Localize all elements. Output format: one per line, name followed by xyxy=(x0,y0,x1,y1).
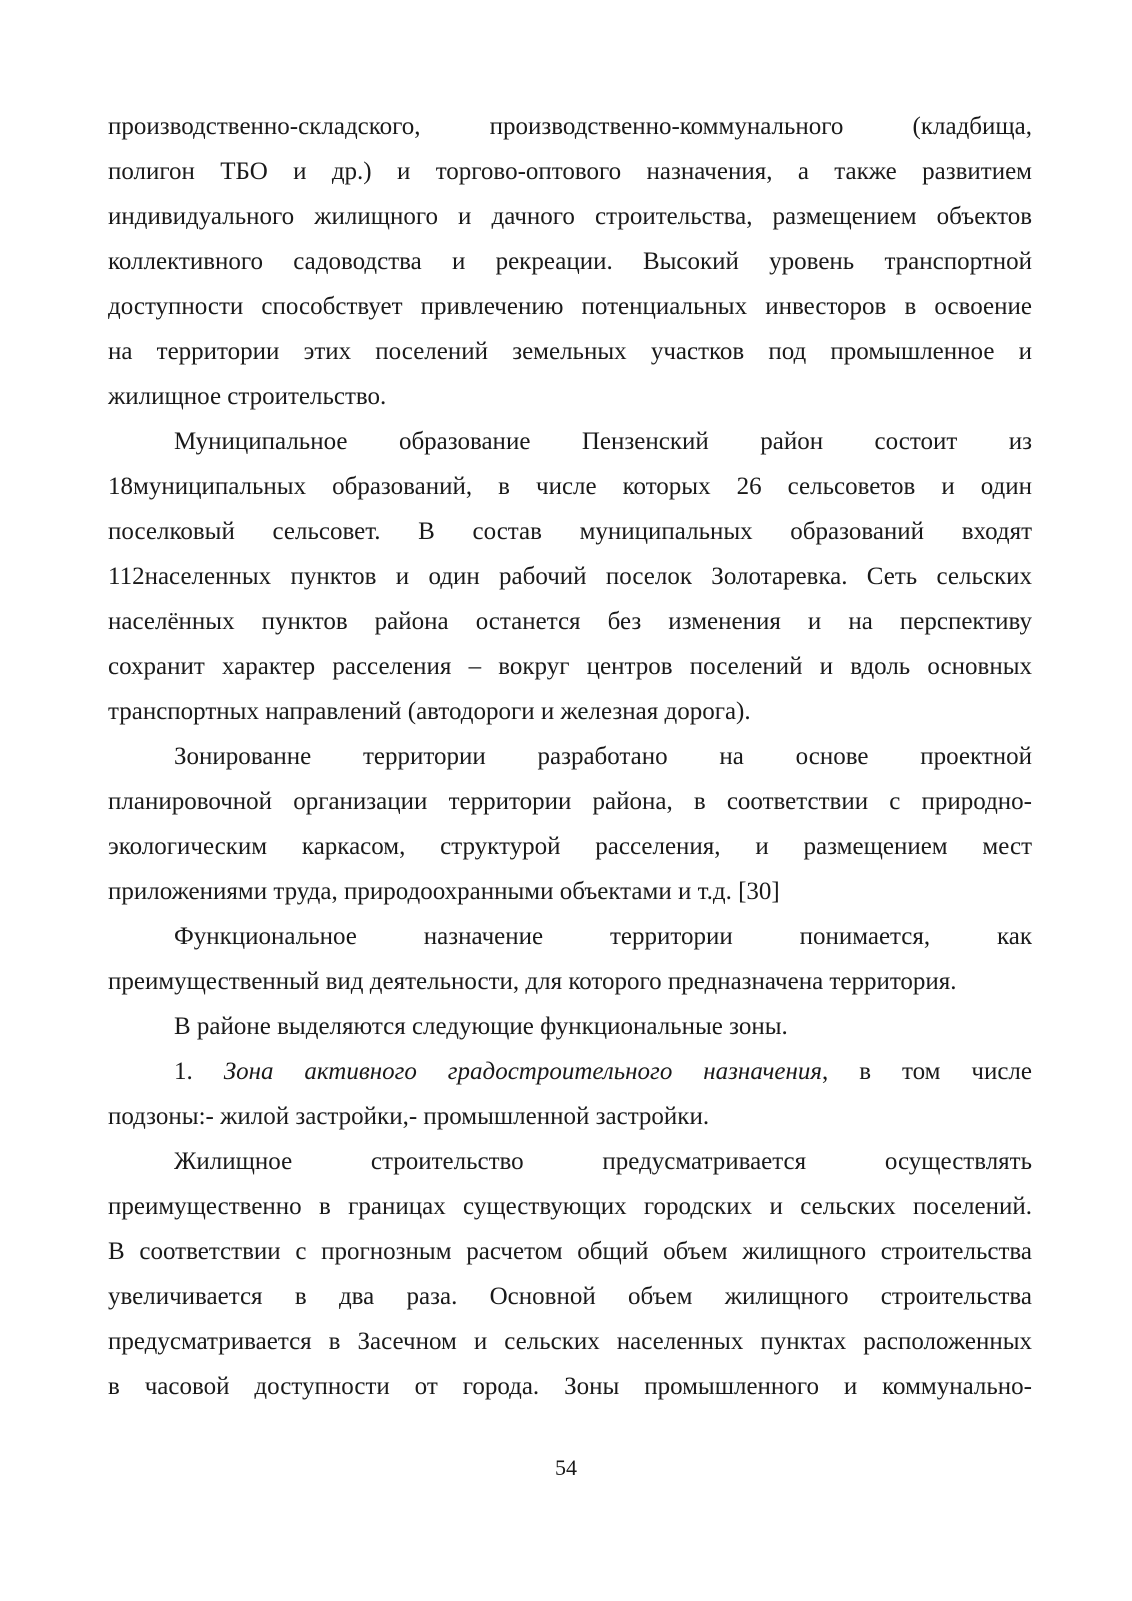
text-line: Муниципальное образование Пензенский район состоит из xyxy=(174,428,1032,455)
text-line: жилищное строительство. xyxy=(108,383,387,410)
text-line: полигон ТБО и др.) и торгово-оптового назначения, а также развитием xyxy=(108,158,1032,185)
text-line: коллективного садоводства и рекреации. Высокий уровень транспортной xyxy=(108,248,1032,275)
zone-item-number: 1. xyxy=(174,1058,193,1085)
text-line: в часовой доступности от города. Зоны промышленного и коммунально- xyxy=(108,1373,1032,1400)
text-line: 18муниципальных образований, в числе которых 26 сельсоветов и один xyxy=(108,473,1032,500)
text-line: преимущественно в границах существующих городских и сельских поселений. xyxy=(108,1193,1032,1220)
zone-item-rest: , в том числе xyxy=(822,1058,1033,1085)
page-number: 54 xyxy=(555,1455,577,1480)
text-line: подзоны:- жилой застройки,- промышленной застройки. xyxy=(108,1103,710,1130)
text-line: на территории этих поселений земельных участков под промышленное и xyxy=(108,338,1032,365)
zone-list-item xyxy=(108,1049,1032,1094)
text-line: планировочной организации территории района, в соответствии с природно- xyxy=(108,788,1032,815)
text-line: увеличивается в два раза. Основной объем жилищного строительства xyxy=(108,1283,1032,1310)
text-line: В районе выделяются следующие функциональные зоны. xyxy=(174,1013,788,1040)
text-line: приложениями труда, природоохранными объектами и т.д. [30] xyxy=(108,878,780,905)
text-line: Жилищное строительство предусматривается осуществлять xyxy=(174,1148,1032,1175)
text-line: В соответствии с прогнозным расчетом общий объем жилищного строительства xyxy=(108,1238,1032,1265)
text-line: индивидуального жилищного и дачного строительства, размещением объектов xyxy=(108,203,1032,230)
text-line: Зонированне территории разработано на основе проектной xyxy=(174,743,1032,770)
text-line: Функциональное назначение территории понимается, как xyxy=(174,923,1032,950)
zone-item-name: Зона активного градостроительного назначения xyxy=(223,1058,823,1085)
text-line: экологическим каркасом, структурой расселения, и размещением мест xyxy=(108,833,1032,860)
text-line: сохранит характер расселения – вокруг центров поселений и вдоль основных xyxy=(108,653,1032,680)
text-line: транспортных направлений (автодороги и железная дорога). xyxy=(108,698,751,725)
text-line: преимущественный вид деятельности, для которого предназначена территория. xyxy=(108,968,957,995)
text-line: предусматривается в Засечном и сельских населенных пунктах расположенных xyxy=(108,1328,1032,1355)
text-line: 112населенных пунктов и один рабочий поселок Золотаревка. Сеть сельских xyxy=(108,563,1032,590)
text-line: поселковый сельсовет. В состав муниципальных образований входят xyxy=(108,518,1032,545)
text-line: производственно-складского, производственно-коммунального (кладбища, xyxy=(108,113,1032,140)
body-text xyxy=(108,104,1032,1409)
text-line: населённых пунктов района останется без изменения и на перспективу xyxy=(108,608,1032,635)
text-line: доступности способствует привлечению потенциальных инвесторов в освоение xyxy=(108,293,1032,320)
